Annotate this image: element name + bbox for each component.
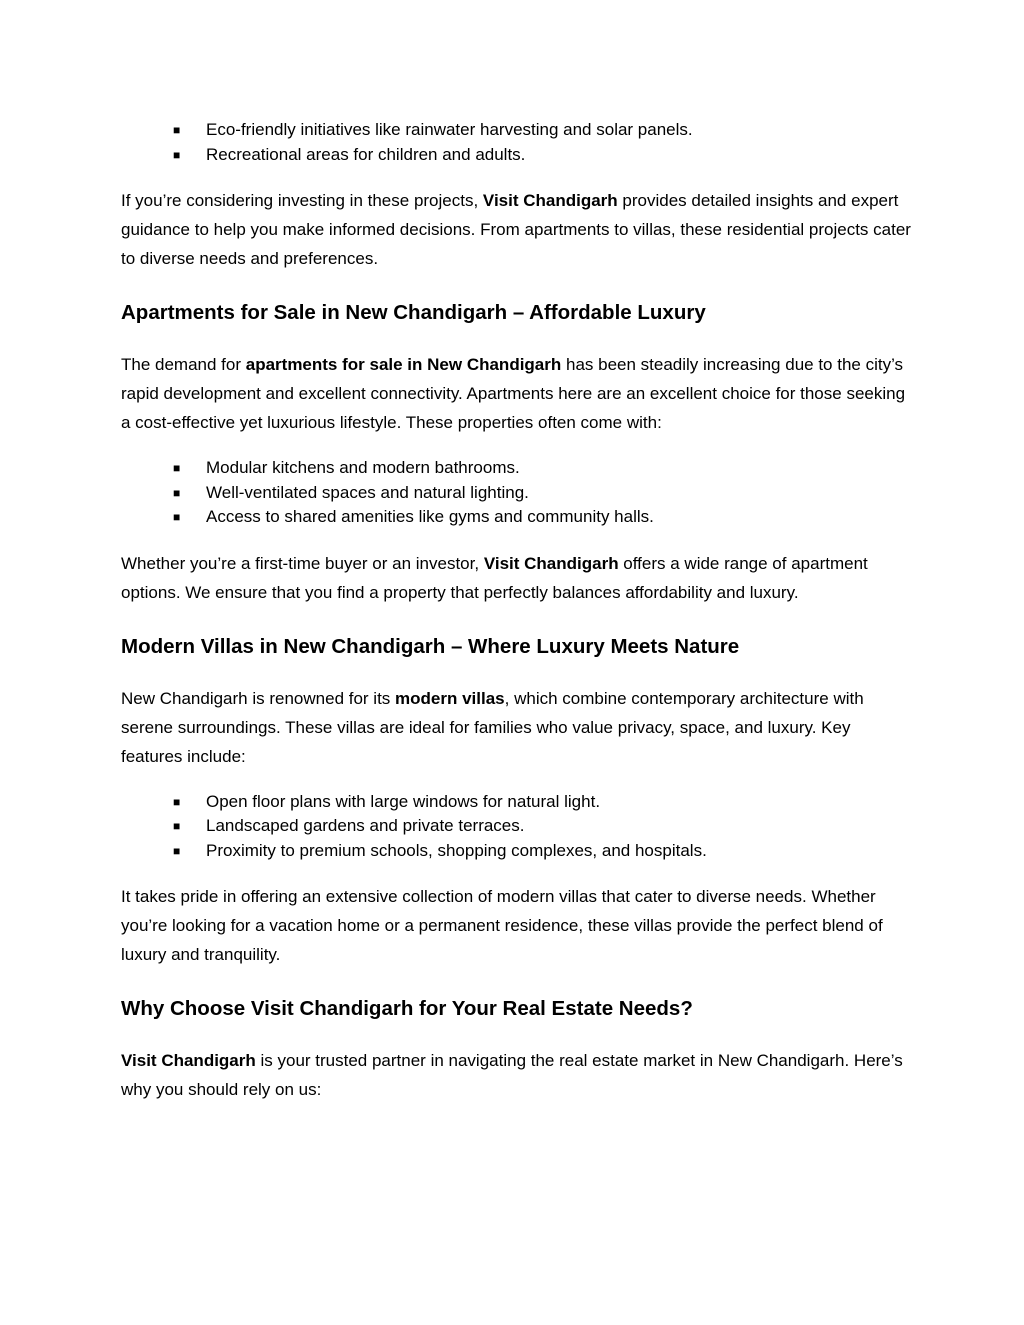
bullet-icon: ■ — [173, 147, 181, 162]
bullet-icon: ■ — [173, 461, 181, 475]
list-item: ■ Well-ventilated spaces and natural lighting. — [173, 481, 911, 506]
villas-heading: Modern Villas in New Chandigarh – Where Luxury Meets Nature — [121, 634, 740, 658]
villas-intro-paragraph: New Chandigarh is renowned for its modern villas, which combine contemporary architecture with serene surroundings. These villas are ideal for families who value privacy, space, and luxury. Key features include: — [121, 688, 864, 766]
bullet-icon: ■ — [173, 819, 181, 833]
bullet-icon: ■ — [173, 485, 181, 500]
amenities-list — [121, 118, 911, 167]
document-content — [121, 118, 911, 1104]
list-item: ■ Landscaped gardens and private terraces. — [173, 814, 911, 839]
list-item: ■ Modular kitchens and modern bathrooms. — [173, 456, 911, 481]
investment-paragraph: If you’re considering investing in these projects, Visit Chandigarh provides detailed insights and expert guidance to help you make informed decisions. From apartments to villas, these residential projects cater to diverse needs and preferences. — [121, 191, 911, 268]
bullet-icon: ■ — [173, 794, 181, 809]
bullet-icon: ■ — [173, 843, 181, 858]
why-choose-paragraph: Visit Chandigarh is your trusted partner in navigating the real estate market in New Chandigarh. Here’s why you should rely on us: — [121, 1051, 903, 1099]
apartments-heading: Apartments for Sale in New Chandigarh – Affordable Luxury — [121, 301, 706, 324]
villas-outro-paragraph: It takes pride in offering an extensive collection of modern villas that cater to diverse needs. Whether you’re looking for a vacation home or a permanent residence, these villas provide the perfect blend of luxury and tranquility. — [121, 887, 883, 964]
apartment-features-list — [121, 456, 911, 530]
villa-features-list — [121, 790, 911, 864]
list-item: ■ Proximity to premium schools, shopping complexes, and hospitals. — [173, 839, 911, 864]
apartments-outro-paragraph: Whether you’re a first-time buyer or an investor, Visit Chandigarh offers a wide range of apartment options. We ensure that you find a property that perfectly balances affordability and luxury. — [121, 553, 868, 602]
why-choose-heading: Why Choose Visit Chandigarh for Your Real Estate Needs? — [121, 997, 693, 1020]
list-item: ■ Open floor plans with large windows for natural light. — [173, 790, 911, 815]
apartments-intro-paragraph: The demand for apartments for sale in New Chandigarh has been steadily increasing due to the city’s rapid development and excellent connectivity. Apartments here are an excellent choice for those seeking a cost-effective yet luxurious lifestyle. These properties often come with: — [121, 355, 906, 432]
list-item: ■ Access to shared amenities like gyms and community halls. — [173, 505, 911, 530]
bullet-icon: ■ — [173, 123, 181, 137]
bullet-icon: ■ — [173, 510, 181, 524]
list-item: ■ Eco-friendly initiatives like rainwater harvesting and solar panels. — [173, 118, 911, 143]
list-item: ■ Recreational areas for children and adults. — [173, 143, 911, 168]
